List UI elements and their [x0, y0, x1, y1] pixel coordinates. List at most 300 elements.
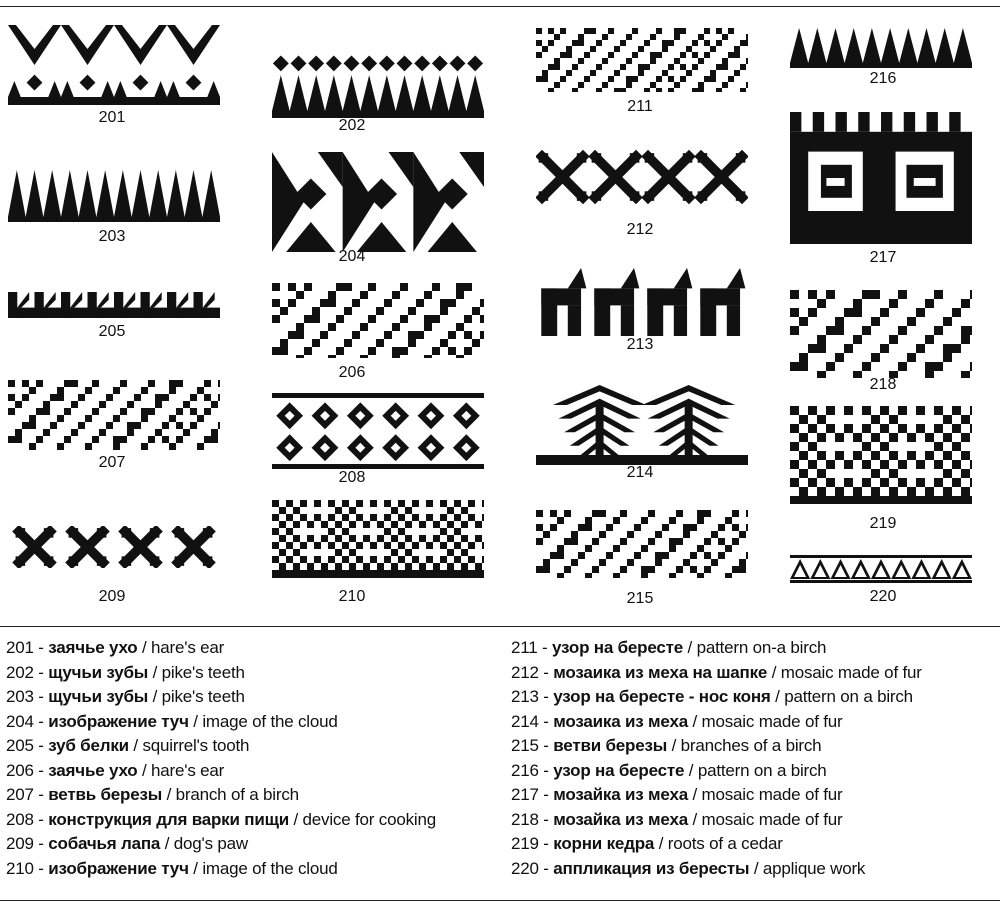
ornament-shape	[620, 88, 626, 92]
ornament-shape	[155, 394, 162, 401]
ornament-shape	[536, 40, 542, 46]
ornament-shape	[426, 556, 433, 563]
ornament-shape	[710, 76, 716, 82]
ornament-shape	[889, 451, 898, 460]
ornament-shape	[680, 76, 686, 82]
ornament-shape	[398, 556, 405, 563]
ornament-shape	[790, 442, 799, 451]
ornament-shape	[686, 46, 692, 52]
ornament-shape	[943, 415, 952, 424]
ornament-shape	[790, 478, 799, 487]
ornament-shape	[548, 64, 554, 70]
ornament-shape	[739, 531, 746, 538]
ornament-shape	[952, 344, 961, 353]
ornament-shape	[286, 556, 293, 563]
ornament-shape	[572, 88, 578, 92]
ornament-shape	[440, 556, 447, 563]
ornament-shape	[889, 415, 898, 424]
ornament-shape	[704, 510, 711, 517]
legend-english-name: squirrel's tooth	[142, 736, 250, 755]
legend-dash: -	[538, 687, 554, 706]
ornament-shape	[596, 401, 604, 465]
ornament-shape	[440, 339, 448, 347]
ornament-shape	[571, 559, 578, 566]
ornament-shape	[293, 549, 300, 556]
ornament-shape	[697, 545, 704, 552]
ornament-shape	[464, 315, 472, 323]
ornament-shape	[542, 76, 548, 82]
ornament-shape	[826, 460, 835, 469]
ornament-shape	[363, 535, 370, 542]
ornament-shape	[190, 394, 197, 401]
ornament-shape	[286, 514, 293, 521]
ornament-shape	[312, 307, 320, 315]
legend-english-name: pattern on a birch	[784, 687, 913, 706]
ornament-shape	[449, 75, 467, 111]
ornament-shape	[961, 326, 970, 335]
ornament-shape	[127, 429, 134, 436]
ornament-shape	[961, 371, 970, 378]
ornament-shape	[936, 28, 954, 63]
ornament-shape	[57, 394, 64, 401]
ornament-shape	[286, 500, 293, 507]
legend-right-column	[511, 636, 922, 881]
ornament-shape	[916, 344, 925, 353]
legend-number: 214	[511, 711, 539, 731]
ornament-shape	[384, 500, 391, 507]
ornament-shape	[279, 507, 286, 514]
ornament-shape	[711, 531, 718, 538]
legend-entry	[6, 783, 436, 808]
ornament-shape	[668, 76, 674, 82]
ornament-shape	[704, 28, 710, 34]
ornament-shape	[141, 292, 150, 318]
ornament-shape	[662, 40, 668, 46]
ornament-shape	[398, 528, 405, 535]
ornament-shape	[472, 307, 480, 315]
ornament-shape	[826, 326, 835, 335]
ornament-shape	[572, 64, 578, 70]
legend-entry	[511, 783, 922, 808]
legend-entry	[511, 808, 922, 833]
ornament-shape	[412, 500, 419, 507]
ornament-shape	[539, 191, 549, 201]
ornament-shape	[389, 152, 414, 187]
ornament-shape	[536, 524, 543, 531]
ornament-shape	[952, 478, 961, 487]
ornament-shape	[361, 55, 377, 71]
ornament-shape	[662, 524, 669, 531]
legend-dash: -	[33, 662, 49, 682]
ornament-shape	[799, 353, 808, 362]
ornament-shape	[461, 549, 468, 556]
legend-entry	[511, 734, 922, 759]
ornament-shape	[577, 153, 587, 163]
ornament-shape	[943, 353, 952, 362]
ornament-shape	[835, 326, 844, 335]
ornament-shape	[419, 521, 426, 528]
ornament-shape	[590, 70, 596, 76]
ornament-shape	[620, 566, 627, 573]
legend-russian-name: зуб белки	[48, 736, 129, 755]
ornament-shape	[96, 170, 114, 217]
ornament-shape	[440, 514, 447, 521]
ornament-shape	[568, 305, 581, 336]
ornament-shape	[907, 317, 916, 326]
ornament-shape	[123, 292, 135, 308]
ornament-shape	[734, 52, 740, 58]
ornament-shape	[204, 408, 211, 415]
ornament-shape	[608, 52, 614, 58]
ornament-shape	[871, 469, 880, 478]
ornament-shape	[43, 170, 61, 217]
ornament-shape	[464, 347, 472, 355]
ornament-number-214: 214	[626, 464, 654, 481]
ornament-shape	[408, 307, 416, 315]
legend-russian-name: изображение туч	[48, 711, 189, 731]
ornament-shape	[585, 524, 592, 531]
ornament-shape	[391, 563, 398, 570]
ornament-shape	[871, 415, 880, 424]
ornament-shape	[668, 40, 674, 46]
ornament-shape	[592, 538, 599, 545]
ornament-shape	[133, 75, 149, 91]
ornament-shape	[602, 58, 608, 64]
ornament-shape	[645, 153, 655, 163]
legend-english-name: pattern on-a birch	[696, 638, 827, 657]
ornament-207	[8, 380, 220, 450]
ornament-shape	[440, 542, 447, 549]
ornament-shape	[674, 34, 680, 40]
legend-russian-name: узор на бересте	[553, 760, 685, 780]
ornament-shape	[961, 299, 970, 308]
ornament-shape	[577, 191, 587, 201]
legend-dash: -	[538, 662, 554, 682]
ornament-shape	[543, 566, 550, 573]
ornament-shape	[29, 415, 36, 422]
ornament-shape	[826, 362, 835, 371]
ornament-shape	[416, 299, 424, 307]
legend-dash: -	[538, 711, 554, 731]
ornament-shape	[641, 517, 648, 524]
ornament-shape	[690, 566, 697, 573]
legend-dash: -	[33, 834, 49, 853]
legend-number: 207	[6, 785, 34, 804]
legend-english-name: branches of a birch	[680, 736, 822, 755]
ornament-219	[790, 406, 972, 504]
ornament-shape	[328, 355, 336, 358]
ornament-shape	[590, 46, 596, 52]
ornament-shape	[880, 406, 889, 415]
ornament-number-213: 213	[626, 336, 654, 353]
ornament-shape	[560, 52, 566, 58]
ornament-shape	[889, 433, 898, 442]
ornament-shape	[718, 538, 725, 545]
legend-entry	[6, 685, 436, 710]
ornament-shape	[899, 28, 917, 63]
ornament-shape	[44, 292, 56, 308]
ornament-shape	[557, 545, 564, 552]
ornament-shape	[456, 291, 464, 299]
ornament-shape	[8, 217, 220, 222]
legend-english-name: mosaic made of fur	[701, 809, 843, 829]
ornament-shape	[8, 408, 15, 415]
ornament-shape	[218, 380, 220, 387]
ornament-shape	[162, 422, 169, 429]
legend-dash: -	[33, 711, 49, 731]
ornament-shape	[596, 88, 602, 92]
legend-russian-name: собачья лапа	[48, 834, 161, 853]
ornament-shape	[450, 55, 466, 71]
ornament-shape	[148, 408, 155, 415]
ornament-shape	[71, 429, 78, 436]
ornament-shape	[432, 283, 440, 291]
legend-entry	[6, 636, 436, 661]
legend-english-name: branch of a birch	[175, 785, 299, 804]
ornament-shape	[379, 55, 395, 71]
legend-entry	[6, 808, 436, 833]
ornament-shape	[70, 292, 82, 308]
ornament-shape	[50, 422, 57, 429]
ornament-shape	[447, 549, 454, 556]
ornament-shape	[57, 443, 64, 450]
ornament-shape	[970, 478, 972, 487]
ornament-shape	[320, 331, 328, 339]
ornament-shape	[16, 556, 26, 566]
ornament-shape	[880, 308, 889, 317]
ornament-shape	[61, 81, 74, 97]
ornament-shape	[480, 331, 484, 339]
ornament-shape	[320, 299, 328, 307]
ornament-number-212: 212	[626, 221, 654, 238]
ornament-shape	[746, 40, 748, 46]
ornament-shape	[22, 422, 29, 429]
ornament-shape	[692, 64, 698, 70]
ornament-shape	[16, 528, 26, 538]
ornament-shape	[790, 28, 808, 63]
ornament-shape	[542, 70, 548, 76]
ornament-shape	[880, 460, 889, 469]
ornament-shape	[162, 436, 169, 443]
ornament-shape	[692, 40, 698, 46]
legend-english-name: pattern on a birch	[697, 760, 827, 780]
ornament-shape	[560, 28, 566, 34]
ornament-shape	[169, 415, 176, 422]
ornament-shape	[272, 75, 290, 111]
legend-number: 220	[511, 858, 539, 878]
ornament-shape	[185, 170, 203, 217]
legend-separator: /	[188, 711, 203, 731]
ornament-shape	[698, 191, 708, 201]
legend-english-name: dog's paw	[173, 834, 248, 853]
ornament-shape	[218, 422, 220, 429]
ornament-shape	[344, 283, 352, 291]
ornament-shape	[898, 478, 907, 487]
ornament-shape	[739, 559, 746, 566]
ornament-shape	[272, 299, 280, 307]
ornament-shape	[925, 371, 934, 378]
ornament-shape	[44, 528, 54, 538]
legend-number: 213	[511, 687, 539, 706]
ornament-shape	[113, 387, 120, 394]
legend-dash: -	[33, 760, 49, 780]
ornament-201	[8, 25, 220, 105]
ornament-shape	[621, 305, 634, 336]
ornament-shape	[790, 580, 972, 583]
ornament-shape	[961, 469, 970, 478]
ornament-shape	[952, 406, 961, 415]
ornament-shape	[683, 153, 693, 163]
ornament-shape	[700, 288, 740, 305]
ornament-shape	[961, 433, 970, 442]
ornament-shape	[817, 299, 826, 308]
legend-dash: -	[538, 736, 554, 755]
ornament-shape	[461, 535, 468, 542]
ornament-shape	[970, 290, 972, 299]
ornament-shape	[585, 517, 592, 524]
ornament-shape	[898, 362, 907, 371]
ornament-shape	[599, 510, 606, 517]
ornament-shape	[697, 517, 704, 524]
ornament-shape	[844, 308, 853, 317]
ornament-shape	[817, 451, 826, 460]
ornament-shape	[790, 308, 799, 317]
ornament-shape	[405, 507, 412, 514]
ornament-shape	[342, 528, 349, 535]
ornament-shape	[736, 191, 746, 201]
ornament-shape	[405, 535, 412, 542]
ornament-shape	[197, 387, 204, 394]
ornament-shape	[871, 433, 880, 442]
legend-russian-name: ветвь березы	[48, 785, 163, 804]
ornament-shape	[790, 460, 799, 469]
legend-separator: /	[160, 834, 174, 853]
ornament-shape	[335, 535, 342, 542]
ornament-shape	[943, 344, 952, 353]
ornament-shape	[862, 406, 871, 415]
ornament-shape	[746, 524, 748, 531]
ornament-shape	[80, 75, 96, 91]
legend-dash: -	[538, 834, 554, 853]
ornament-209	[8, 526, 220, 568]
ornament-number-215: 215	[626, 590, 654, 607]
ornament-shape	[120, 436, 127, 443]
legend-russian-name: аппликация из бересты	[553, 858, 750, 878]
ornament-shape	[211, 429, 218, 436]
ornament-shape	[480, 299, 484, 307]
ornament-shape	[211, 401, 218, 408]
ornament-shape	[114, 25, 167, 65]
ornament-shape	[592, 153, 602, 163]
ornament-shape	[88, 292, 97, 318]
ornament-shape	[725, 517, 732, 524]
ornament-shape	[740, 40, 746, 46]
ornament-shape	[412, 514, 419, 521]
legend-number: 201	[6, 638, 34, 657]
ornament-shape	[826, 406, 835, 415]
ornament-shape	[732, 566, 739, 573]
ornament-shape	[169, 380, 176, 387]
ornament-shape	[286, 528, 293, 535]
ornament-203	[8, 170, 220, 222]
ornament-shape	[273, 55, 289, 71]
ornament-shape	[328, 323, 336, 331]
ornament-shape	[826, 478, 835, 487]
ornament-shape	[808, 344, 817, 353]
ornament-shape	[314, 500, 321, 507]
ornament-shape	[148, 436, 155, 443]
ornament-shape	[536, 566, 543, 573]
ornament-number-203: 203	[98, 228, 126, 245]
legend-number: 219	[511, 834, 539, 853]
ornament-shape	[970, 326, 972, 335]
ornament-shape	[799, 487, 808, 496]
ornament-shape	[790, 424, 799, 433]
ornament-shape	[356, 500, 363, 507]
ornament-shape	[85, 387, 92, 394]
ornament-shape	[835, 317, 844, 326]
ornament-shape	[916, 460, 925, 469]
legend-dash: -	[538, 760, 554, 780]
ornament-shape	[961, 451, 970, 460]
ornament-shape	[862, 326, 871, 335]
ornament-shape	[392, 291, 400, 299]
ornament-shape	[376, 339, 384, 347]
ornament-shape	[352, 299, 360, 307]
ornament-shape	[674, 305, 687, 336]
ornament-shape	[634, 524, 641, 531]
ornament-shape	[384, 299, 392, 307]
ornament-shape	[543, 559, 550, 566]
ornament-shape	[204, 394, 211, 401]
ornament-shape	[368, 283, 376, 291]
ornament-shape	[106, 422, 113, 429]
ornament-shape	[898, 326, 907, 335]
ornament-213	[536, 268, 748, 336]
ornament-shape	[293, 563, 300, 570]
ornament-shape	[377, 563, 384, 570]
ornament-shape	[668, 64, 674, 70]
ornament-shape	[155, 401, 162, 408]
ornament-shape	[194, 292, 203, 318]
ornament-212	[536, 138, 748, 216]
ornament-shape	[722, 64, 728, 70]
ornament-number-206: 206	[338, 364, 366, 381]
legend-entry	[511, 857, 922, 882]
ornament-number-208: 208	[338, 469, 366, 486]
ornament-shape	[293, 521, 300, 528]
ornament-number-201: 201	[98, 109, 126, 126]
ornament-shape	[29, 443, 36, 450]
ornament-shape	[853, 308, 862, 317]
ornament-shape	[862, 460, 871, 469]
legend-entry	[6, 661, 436, 686]
ornament-shape	[614, 88, 620, 92]
ornament-shape	[844, 478, 853, 487]
ornament-shape	[863, 28, 881, 63]
ornament-shape	[690, 552, 697, 559]
ornament-shape	[328, 514, 335, 521]
ornament-shape	[564, 566, 571, 573]
legend-number: 212	[511, 662, 539, 682]
ornament-shape	[674, 58, 680, 64]
ornament-shape	[845, 28, 863, 63]
ornament-shape	[790, 496, 972, 504]
ornament-shape	[826, 424, 835, 433]
ornament-shape	[127, 401, 134, 408]
ornament-shape	[336, 315, 344, 323]
ornament-shape	[732, 538, 739, 545]
